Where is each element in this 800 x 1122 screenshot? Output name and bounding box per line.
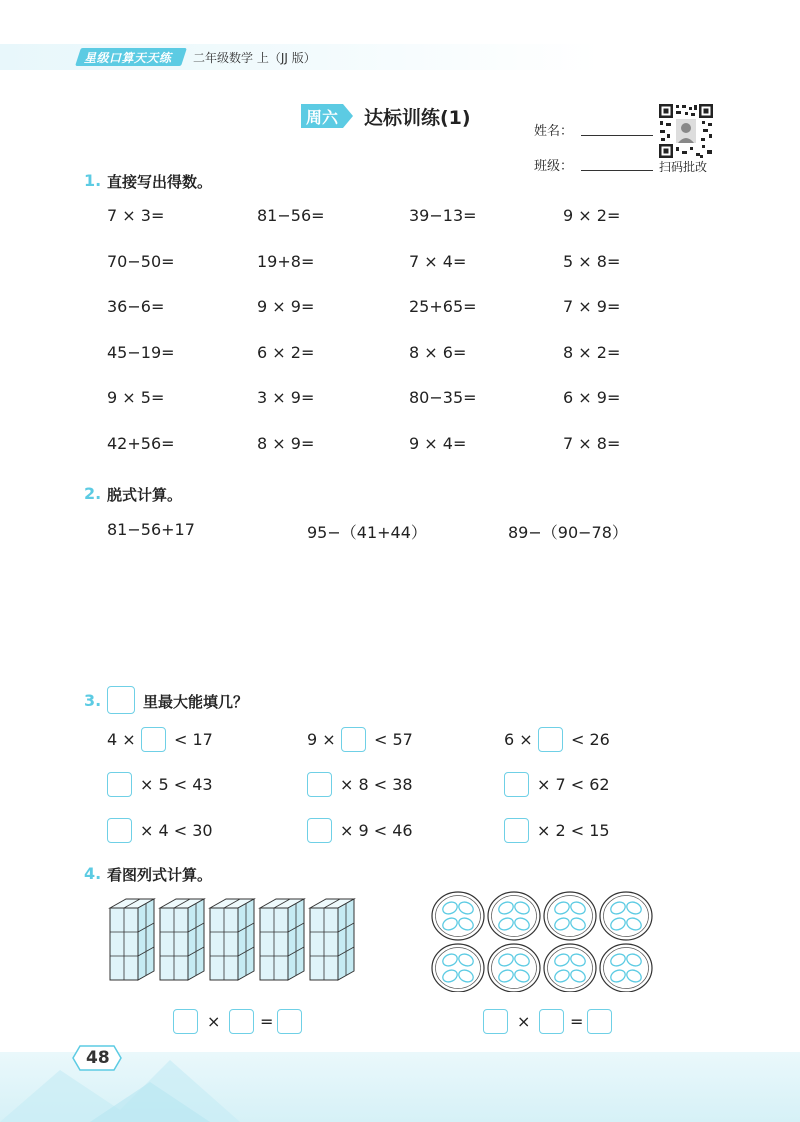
problem-1-2-1: 70−50= [107, 251, 175, 271]
problem-1-5-2: 3 × 9= [257, 388, 315, 407]
problem-3-1-3-right: < 26 [571, 730, 610, 749]
problem-1-5-4: 6 × 9= [563, 388, 621, 407]
book-info: 二年级数学 上（JJ 版） [193, 51, 316, 65]
answer-box[interactable] [341, 727, 366, 752]
problem-1-1-2: 81−56= [257, 206, 325, 225]
problem-1-1-1: 7 × 3= [107, 206, 165, 225]
problem-3-2-1-right: × 5 < 43 [140, 775, 213, 794]
problem-1-4-2: 6 × 2= [257, 342, 315, 362]
section1-number: 1. [84, 171, 102, 190]
problem-1-4-1: 45−19= [107, 342, 175, 362]
problem-1-5-1: 9 × 5= [107, 388, 165, 407]
problem-1-6-3: 9 × 4= [409, 433, 467, 453]
answer-box[interactable] [307, 772, 332, 797]
footer-decoration [0, 1030, 800, 1122]
egg-plate [488, 944, 540, 992]
section1-title: 直接写出得数。 [107, 173, 213, 191]
problem-3-1-2-right: < 57 [374, 730, 413, 749]
qr-label: 扫码批改 [659, 160, 708, 174]
problem-3-3-1-right: × 4 < 30 [140, 821, 213, 840]
egg-plate [544, 892, 596, 940]
egg-plate [600, 892, 652, 940]
equals-sign: = [570, 1012, 584, 1031]
section2-title: 脱式计算。 [107, 486, 183, 504]
problem-3-1-2-left: 9 × [307, 730, 336, 749]
class-field[interactable] [581, 170, 653, 171]
cube-stack [310, 899, 354, 980]
problem-1-3-2: 9 × 9= [257, 297, 315, 316]
cube-stacks-figure [108, 898, 368, 990]
problem-1-6-2: 8 × 9= [257, 433, 315, 453]
problem-1-3-3: 25+65= [409, 297, 477, 316]
answer-box[interactable] [107, 772, 132, 797]
answer-box[interactable] [141, 727, 166, 752]
qr-code-icon[interactable] [658, 103, 714, 159]
egg-plate [432, 944, 484, 992]
egg-plate [488, 892, 540, 940]
section4-number: 4. [84, 864, 102, 883]
name-field[interactable] [581, 135, 653, 136]
brand-name: 星级口算天天练 [84, 51, 172, 65]
problem-1-1-4: 9 × 2= [563, 206, 621, 225]
cube-stack [110, 899, 154, 980]
section3-number: 3. [84, 691, 102, 710]
problem-2-1: 81−56+17 [107, 520, 195, 539]
problem-1-4-3: 8 × 6= [409, 342, 467, 362]
problem-3-2-3-right: × 7 < 62 [537, 775, 610, 794]
answer-box[interactable] [107, 818, 132, 843]
page-title: 达标训练(1) [364, 107, 471, 129]
section4-title: 看图列式计算。 [107, 866, 213, 884]
problem-2-3: 89−（90−78） [508, 523, 628, 542]
egg-plates-figure [430, 890, 662, 992]
section2-number: 2. [84, 484, 102, 503]
cube-stack [210, 899, 254, 980]
problem-1-3-1: 36−6= [107, 297, 165, 316]
times-sign: × [207, 1012, 221, 1031]
problem-2-2: 95−（41+44） [307, 523, 427, 542]
problem-3-1-3-left: 6 × [504, 730, 533, 749]
answer-box[interactable] [504, 772, 529, 797]
egg-plate [544, 944, 596, 992]
cube-stack [260, 899, 304, 980]
problem-1-5-3: 80−35= [409, 388, 477, 407]
problem-3-1-1-right: < 17 [174, 730, 213, 749]
problem-1-2-3: 7 × 4= [409, 251, 467, 271]
problem-1-4-4: 8 × 2= [563, 342, 621, 362]
problem-1-3-4: 7 × 9= [563, 297, 621, 316]
answer-box[interactable] [504, 818, 529, 843]
day-label: 周六 [306, 108, 339, 127]
blank-box-icon [107, 686, 135, 714]
answer-box[interactable] [307, 818, 332, 843]
answer-box[interactable] [538, 727, 563, 752]
times-sign: × [517, 1012, 531, 1031]
problem-1-6-4: 7 × 8= [563, 433, 621, 453]
problem-1-6-1: 42+56= [107, 433, 175, 453]
equals-sign: = [260, 1012, 274, 1031]
problem-1-1-3: 39−13= [409, 206, 477, 225]
page-number: 48 [86, 1048, 110, 1068]
section3-title: 里最大能填几？ [143, 693, 249, 711]
name-label: 姓名： [534, 124, 574, 139]
egg-plate [600, 944, 652, 992]
problem-3-1-1-left: 4 × [107, 730, 136, 749]
problem-3-3-3-right: × 2 < 15 [537, 821, 610, 840]
problem-3-2-2-right: × 8 < 38 [340, 775, 413, 794]
problem-1-2-2: 19+8= [257, 251, 315, 271]
egg-plate [432, 892, 484, 940]
problem-1-2-4: 5 × 8= [563, 251, 621, 271]
class-label: 班级： [534, 159, 574, 174]
problem-3-3-2-right: × 9 < 46 [340, 821, 413, 840]
cube-stack [160, 899, 204, 980]
